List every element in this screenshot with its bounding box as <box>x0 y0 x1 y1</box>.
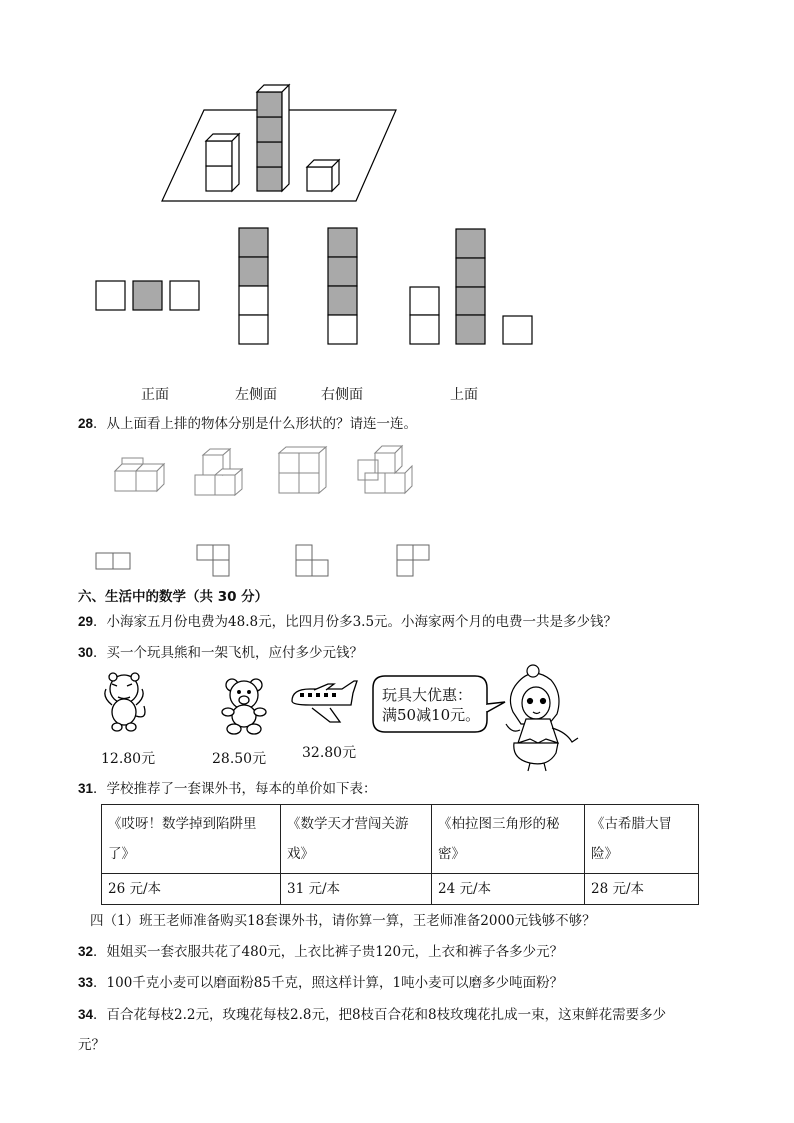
book-price-cell: 24 元/本 <box>432 874 585 905</box>
book-price-cell: 26 元/本 <box>102 874 281 905</box>
question-text: ．从上面看上排的物体分别是什么形状的？请连一连。 <box>93 416 418 432</box>
book-title: 戏》 <box>287 846 314 862</box>
question-text: ．姐姐买一套衣服共花了480元，上衣比裤子贵120元，上衣和裤子各多少元？ <box>93 944 564 960</box>
front-view-label: 正面 <box>141 387 169 403</box>
left-view-label: 左侧面 <box>235 387 277 403</box>
question-number: 31 <box>78 781 94 796</box>
airplane-price: 32.80元 <box>302 745 357 761</box>
book-title-cell <box>585 805 699 874</box>
book-title-cell <box>432 805 585 874</box>
book-title: 了》 <box>108 846 135 862</box>
book-title: 密》 <box>438 846 465 862</box>
tiger-toy-icon <box>105 673 145 731</box>
question-number: 32 <box>78 944 94 959</box>
question-number: 33 <box>78 975 94 990</box>
top-view-label: 上面 <box>450 387 478 403</box>
question-number: 34 <box>78 1007 94 1022</box>
book-title: 《哎呀！数学掉到陷阱里 <box>108 816 257 832</box>
book-title: 《柏拉图三角形的秘 <box>438 816 560 832</box>
book-title: 《古希腊大冒 <box>591 816 672 832</box>
question-33 <box>78 973 563 993</box>
book-price-table <box>101 804 699 905</box>
tiger-price: 12.80元 <box>101 751 156 767</box>
book-title-cell <box>102 805 281 874</box>
section-6-title: 六、生活中的数学（共 30 分） <box>78 589 269 605</box>
book-price-cell: 28 元/本 <box>585 874 699 905</box>
book-title-cell <box>281 805 432 874</box>
question-number: 29 <box>78 614 94 629</box>
bubble-line-2: 满50减10元。 <box>382 706 481 724</box>
question-34-continued: 元？ <box>78 1037 105 1053</box>
question-text: ．学校推荐了一套课外书，每本的单价如下表： <box>93 781 377 797</box>
bear-price: 28.50元 <box>212 751 267 767</box>
book-title: 险》 <box>591 846 618 862</box>
question-number: 30 <box>78 645 94 660</box>
bubble-line-1: 玩具大优惠： <box>382 686 473 704</box>
question-text: ．100千克小麦可以磨面粉85千克，照这样计算，1吨小麦可以磨多少吨面粉？ <box>93 975 564 991</box>
question-text: ．小海家五月份电费为48.8元，比四月份多3.5元。小海家两个月的电费一共是多少钱？ <box>93 614 618 630</box>
question-text: ．百合花每枝2.2元，玫瑰花每枝2.8元，把8枝百合花和8枝玫瑰花扎成一束，这束鲜花需要多少 <box>93 1007 667 1023</box>
girl-icon <box>506 665 578 771</box>
question-31-followup: 四（1）班王老师准备购买18套课外书，请你算一算，王老师准备2000元钱够不够？ <box>90 913 596 929</box>
question-32 <box>78 942 563 962</box>
table-row <box>102 805 699 874</box>
bubble-text <box>382 685 480 725</box>
question-text: ．买一个玩具熊和一架飞机，应付多少元钱？ <box>93 645 364 661</box>
question-number: 28 <box>78 416 94 431</box>
book-price-cell: 31 元/本 <box>281 874 432 905</box>
book-title: 《数学天才营闯关游 <box>287 816 409 832</box>
question-34 <box>78 1005 666 1025</box>
teddy-bear-icon <box>222 679 266 734</box>
right-view-label: 右侧面 <box>321 387 363 403</box>
table-row <box>102 874 699 905</box>
airplane-toy-icon <box>292 681 357 722</box>
question-31 <box>78 779 377 799</box>
